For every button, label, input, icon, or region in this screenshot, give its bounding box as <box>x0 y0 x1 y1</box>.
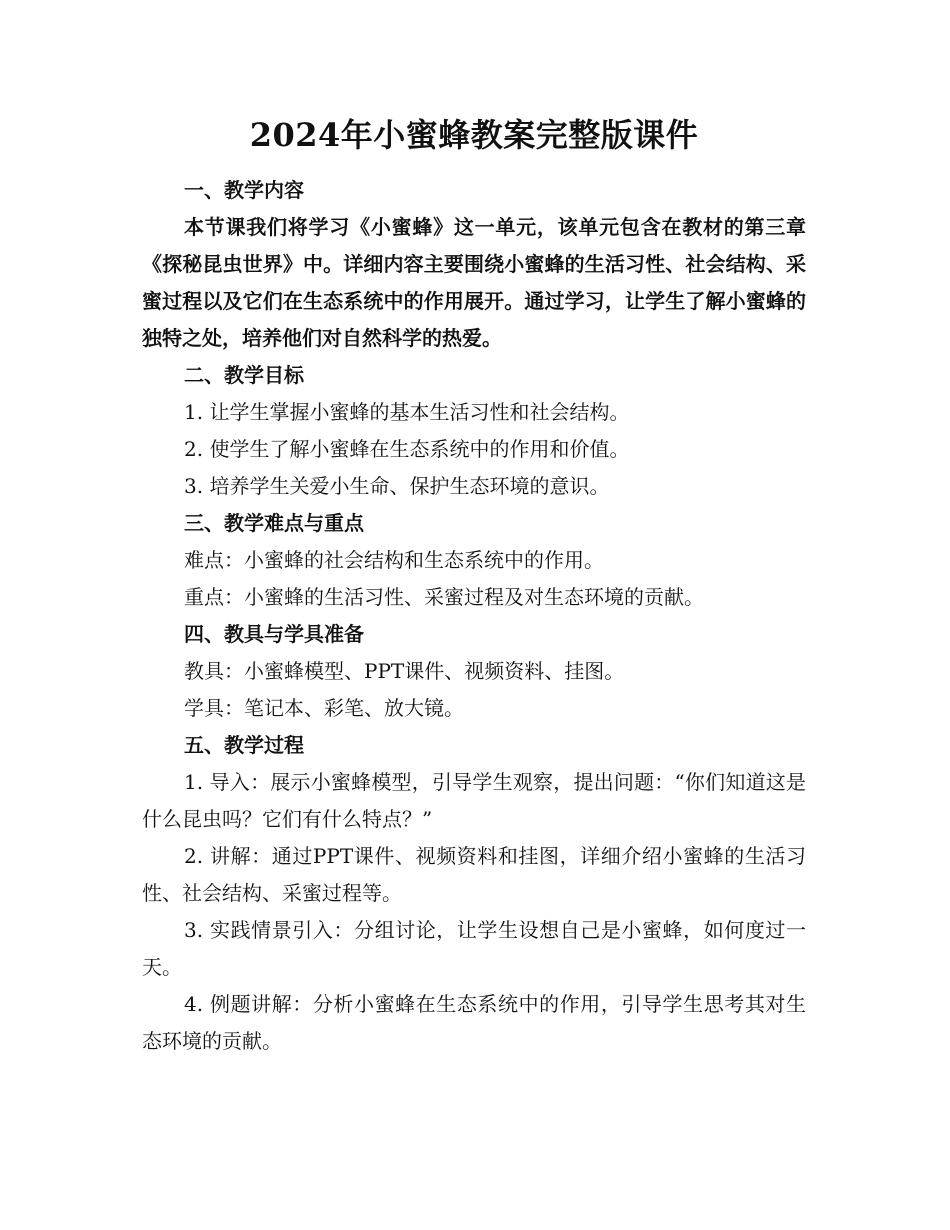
teacher-tools-line: 教具：小蜜蜂模型、PPT课件、视频资料、挂图。 <box>184 659 625 683</box>
process-step: 3. 实践情景引入：分组讨论，让学生设想自己是小蜜蜂，如何度过一天。 <box>142 918 806 979</box>
key-point-line: 重点：小蜜蜂的生活习性、采蜜过程及对生态环境的贡献。 <box>184 585 704 609</box>
section-heading-content: 一、教学内容 <box>184 178 304 202</box>
content-paragraph: 本节课我们将学习《小蜜蜂》这一单元，该单元包含在教材的第三章《探秘昆虫世界》中。详细内容主要围绕小蜜蜂的生活习性、社会结构、采蜜过程以及它们在生态系统中的作用展开。通过学习，让学生了解小蜜蜂的独特之处，培养他们对自然科学的热爱。 <box>142 215 806 350</box>
goal-item: 2. 使学生了解小蜜蜂在生态系统中的作用和价值。 <box>184 437 630 461</box>
document-page <box>142 110 806 1060</box>
section-heading-focus: 三、教学难点与重点 <box>184 511 364 535</box>
section-heading-materials: 四、教具与学具准备 <box>184 622 364 646</box>
goal-item: 1. 让学生掌握小蜜蜂的基本生活习性和社会结构。 <box>184 400 630 424</box>
section-heading-goals: 二、教学目标 <box>184 363 304 387</box>
process-step: 2. 讲解：通过PPT课件、视频资料和挂图，详细介绍小蜜蜂的生活习性、社会结构、采蜜过程等。 <box>142 844 806 905</box>
difficulty-line: 难点：小蜜蜂的社会结构和生态系统中的作用。 <box>184 548 604 572</box>
process-step: 4. 例题讲解：分析小蜜蜂在生态系统中的作用，引导学生思考其对生态环境的贡献。 <box>142 992 806 1053</box>
process-step: 1. 导入：展示小蜜蜂模型，引导学生观察，提出问题：“你们知道这是什么昆虫吗？它们有什么特点？” <box>142 770 806 831</box>
student-tools-line: 学具：笔记本、彩笔、放大镜。 <box>184 696 464 720</box>
document-title: 2024年小蜜蜂教案完整版课件 <box>249 116 699 154</box>
section-heading-process: 五、教学过程 <box>184 733 304 757</box>
goal-item: 3. 培养学生关爱小生命、保护生态环境的意识。 <box>184 474 610 498</box>
